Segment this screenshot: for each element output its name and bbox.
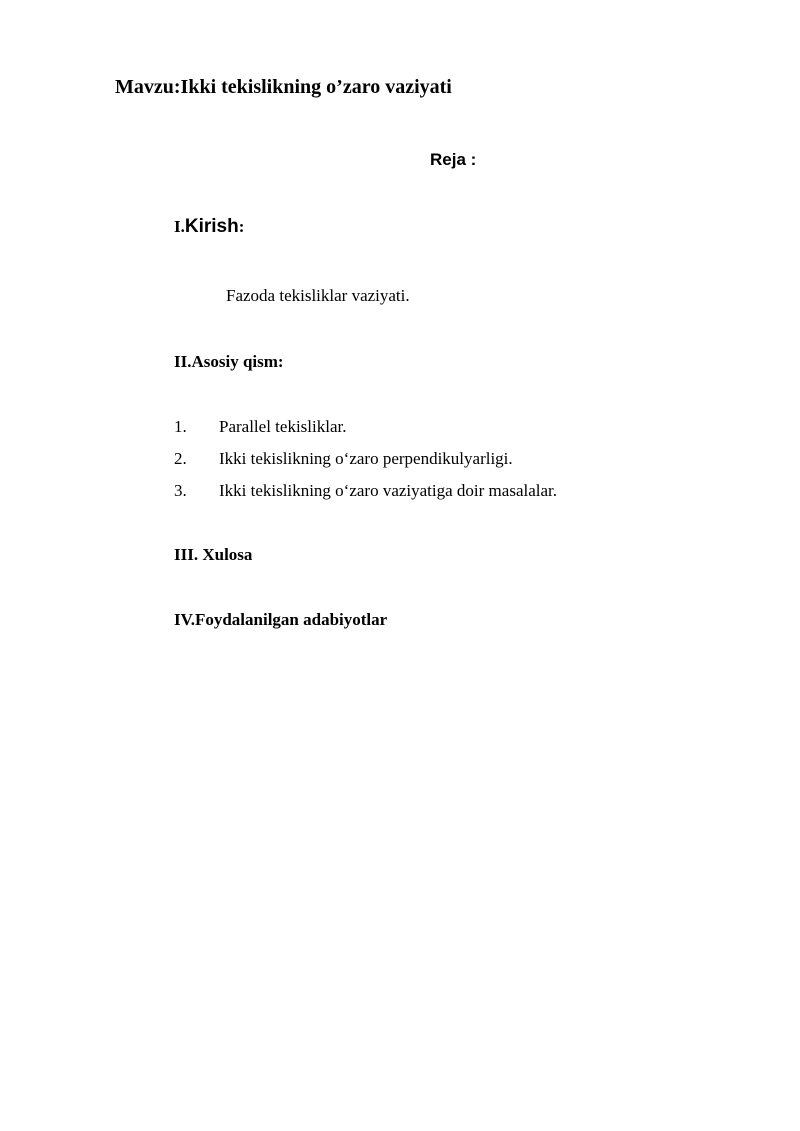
list-item-number: 3. <box>174 481 187 500</box>
list-item <box>174 416 557 448</box>
list-item-text: Ikki tekislikning o‘zaro vaziyatiga doir masalalar. <box>219 481 557 500</box>
section-references-heading: IV.Foydalanilgan adabiyotlar <box>174 610 388 629</box>
section-intro-numeral: I. <box>174 217 185 236</box>
list-item-text: Parallel tekisliklar. <box>219 417 347 436</box>
topic-heading: Mavzu:Ikki tekislikning o’zaro vaziyati <box>115 76 452 98</box>
list-item <box>174 448 557 480</box>
list-item <box>174 480 557 512</box>
list-item-text: Ikki tekislikning o‘zaro perpendikulyarligi. <box>219 449 513 468</box>
intro-item: Fazoda tekisliklar vaziyati. <box>226 286 410 305</box>
plan-title: Reja : <box>430 150 477 169</box>
section-main-heading: II.Asosiy qism: <box>174 352 284 371</box>
main-items-list <box>174 416 557 512</box>
list-item-number: 1. <box>174 417 187 436</box>
section-conclusion-heading: III. Xulosa <box>174 545 253 564</box>
list-item-number: 2. <box>174 449 187 468</box>
section-intro-colon: : <box>238 217 245 236</box>
section-intro-name: Kirish <box>184 216 239 237</box>
section-intro-heading <box>174 216 244 238</box>
